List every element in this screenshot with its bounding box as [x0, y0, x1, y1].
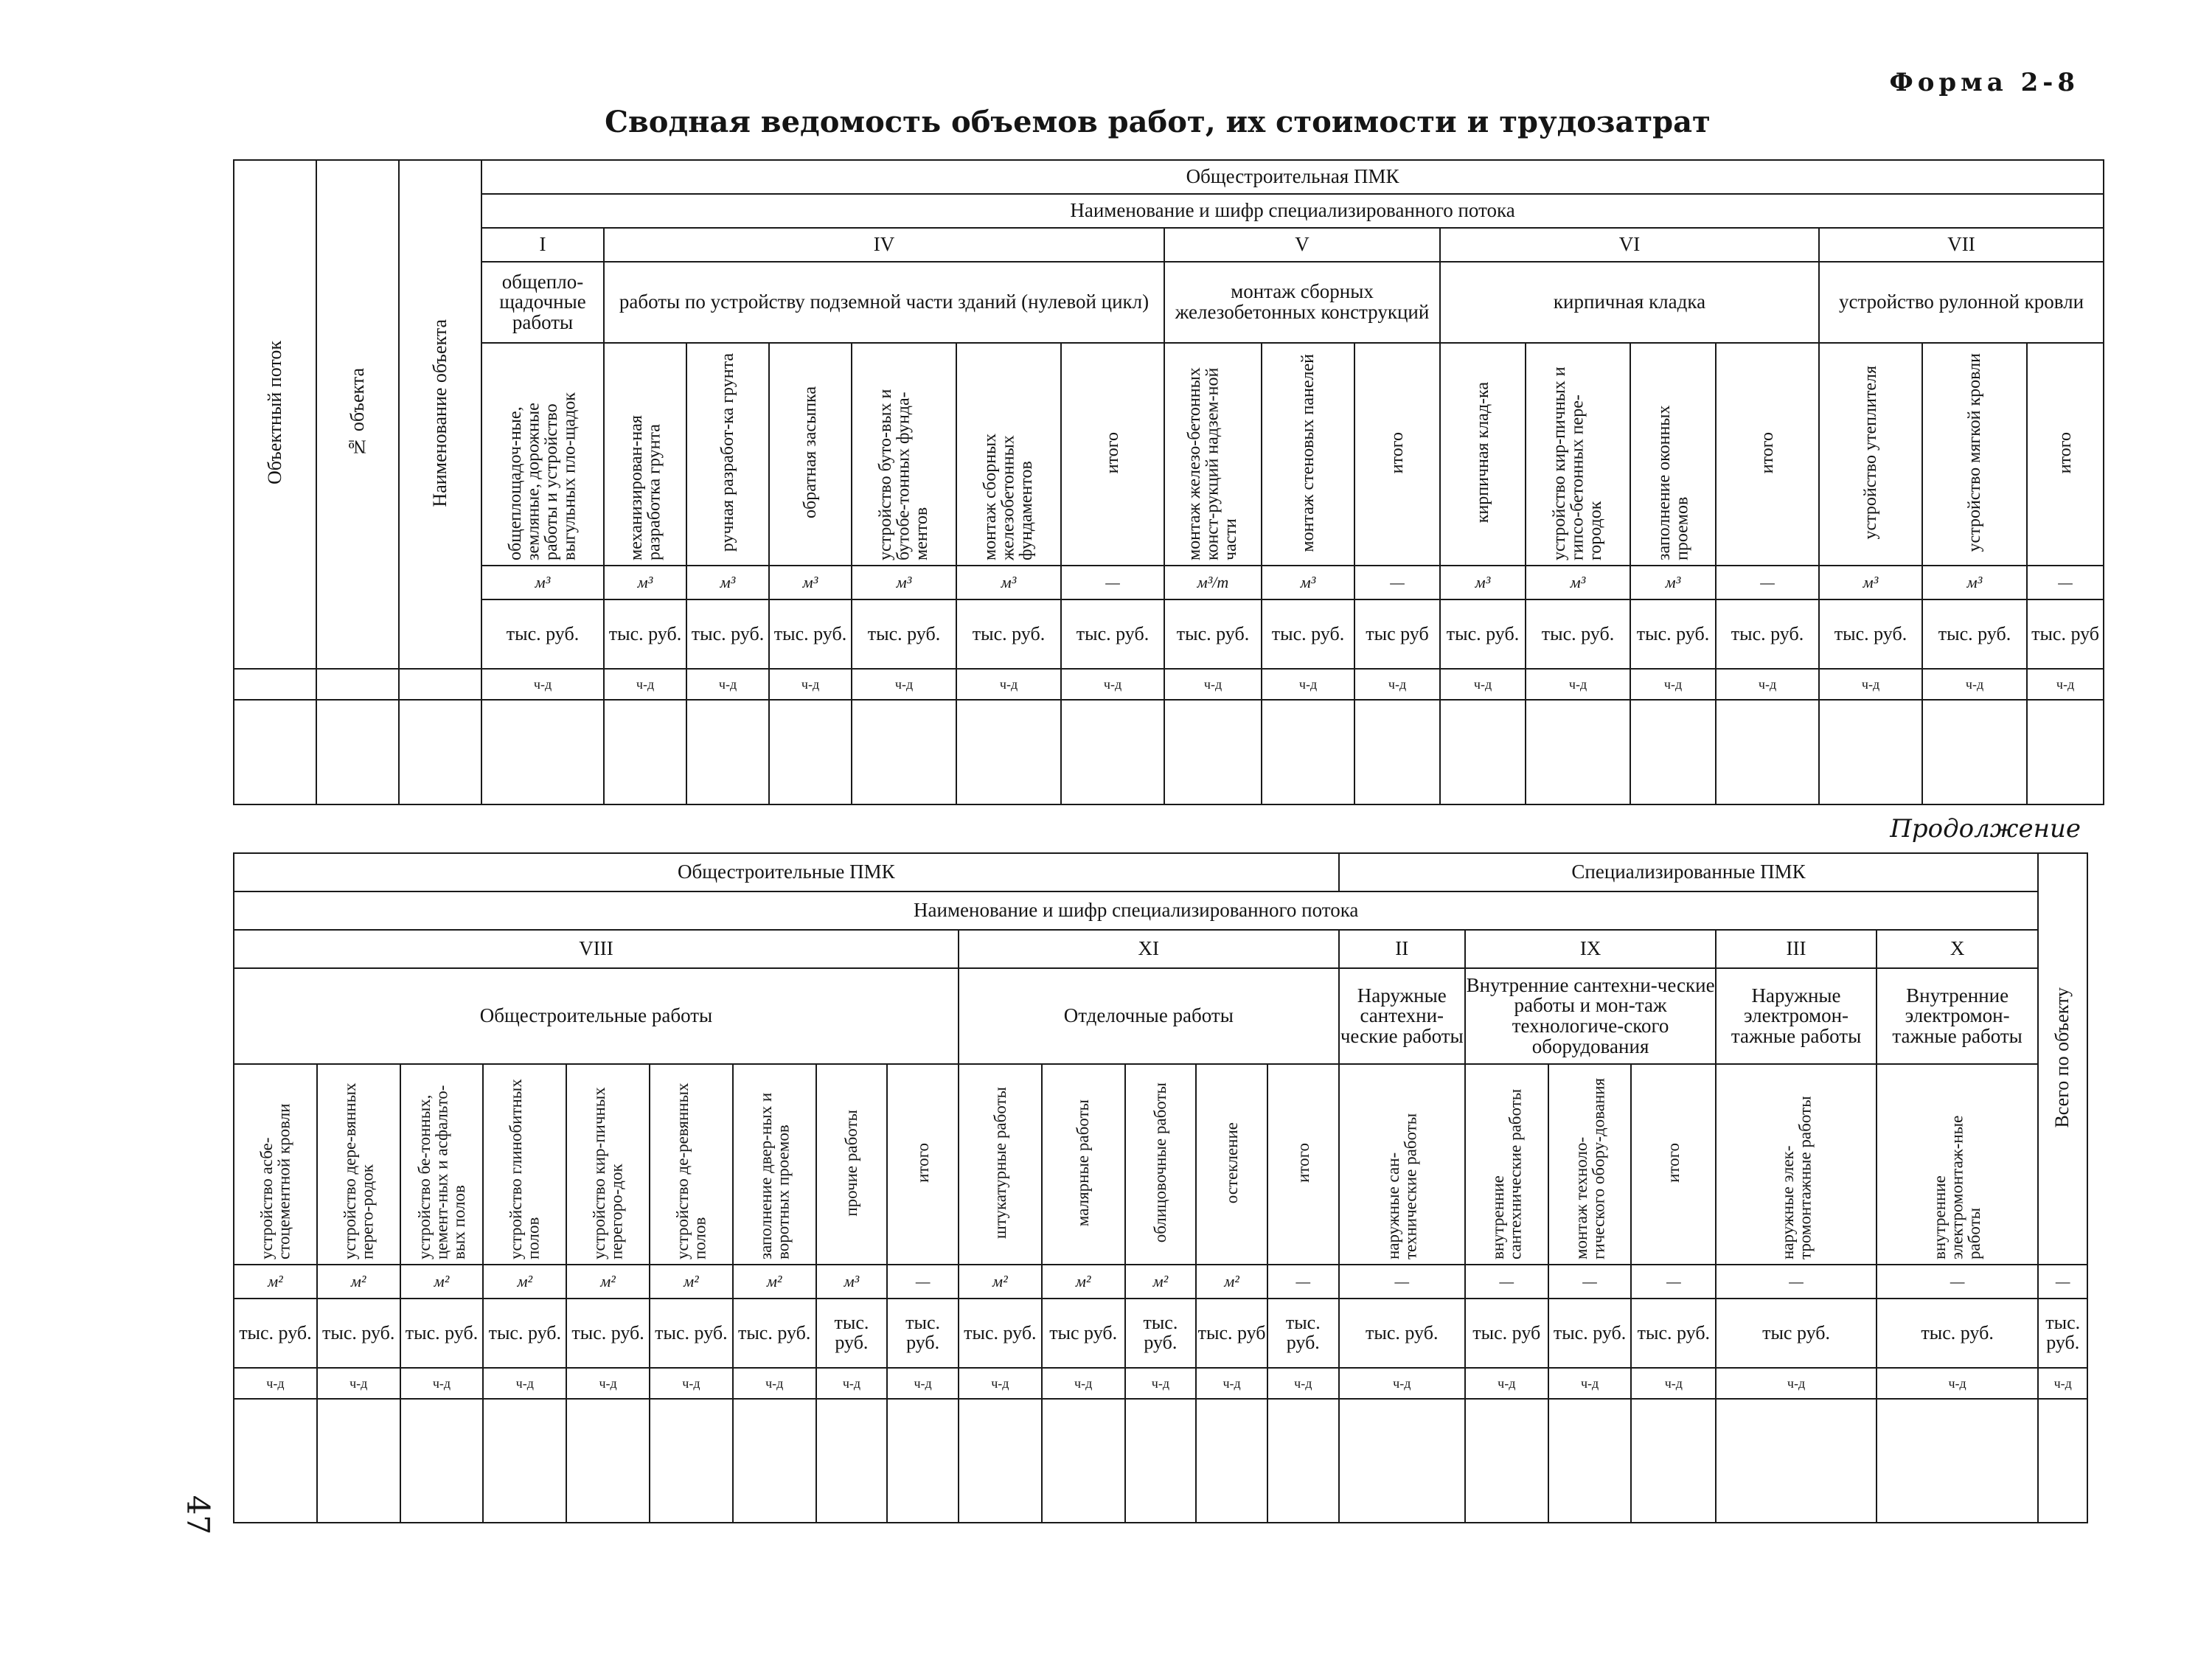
flow-code: VI: [1440, 228, 1819, 262]
unit-cell: м²: [1196, 1265, 1267, 1299]
column-header: итого: [1061, 343, 1164, 566]
flow-name: монтаж сборных железобетонных конструкций: [1164, 262, 1440, 343]
labor-cell: ч-д: [769, 669, 852, 700]
data-cell: [1716, 700, 1819, 804]
labor-cell: ч-д: [1465, 1368, 1548, 1399]
labor-cell: ч-д: [1526, 669, 1630, 700]
unit-cell: м²: [1125, 1265, 1197, 1299]
column-header: устройство глинобитных полов: [483, 1064, 566, 1265]
data-cell: [1465, 1399, 1548, 1523]
unit-cell: м³: [1922, 566, 2027, 599]
data-cell: [1339, 1399, 1465, 1523]
header-total-per-object: Всего по объекту: [2038, 853, 2087, 1265]
labor-cell: ч-д: [234, 1368, 317, 1399]
page-number: 47: [180, 1495, 217, 1535]
labor-cell: ч-д: [481, 669, 604, 700]
data-cell: [1877, 1399, 2039, 1523]
flow-code: V: [1164, 228, 1440, 262]
unit-cell: —: [2027, 566, 2104, 599]
unit-cell: м³/т: [1164, 566, 1262, 599]
unit-cell: м²: [650, 1265, 733, 1299]
unit-cell: —: [1716, 1265, 1877, 1299]
cost-cell: тыс. руб.: [1877, 1299, 2039, 1368]
data-cell: [1922, 700, 2027, 804]
cost-cell: тыс руб: [1354, 599, 1440, 669]
data-cell: [1548, 1399, 1632, 1523]
cost-cell: тыс. руб.: [956, 599, 1061, 669]
unit-cell: м²: [566, 1265, 650, 1299]
data-cell: [1042, 1399, 1125, 1523]
unit-cell: м³: [816, 1265, 888, 1299]
unit-cell: —: [1267, 1265, 1339, 1299]
header-object-name: Наименование объекта: [399, 160, 481, 669]
labor-cell: ч-д: [1267, 1368, 1339, 1399]
data-cell: [769, 700, 852, 804]
unit-cell: м³: [686, 566, 769, 599]
unit-cell: —: [887, 1265, 959, 1299]
column-header: устройство кир-пичных и гипсо-бетонных пере-городок: [1526, 343, 1630, 566]
flow-name: Внутренние сантехни-ческие работы и мон-таж технологиче-ского оборудования: [1465, 968, 1716, 1064]
flow-code: VIII: [234, 930, 959, 968]
data-cell: [483, 1399, 566, 1523]
cost-cell: тыс. руб.: [1061, 599, 1164, 669]
cost-cell: тыс. руб.: [769, 599, 852, 669]
column-header: внутренние сантехнические работы: [1465, 1064, 1548, 1265]
column-header: устройство де-ревянных полов: [650, 1064, 733, 1265]
data-cell: [399, 700, 481, 804]
column-header: устройство дере-вянных перего-родок: [317, 1064, 400, 1265]
cost-cell: тыс. руб.: [816, 1299, 888, 1368]
column-header: монтаж стеновых панелей: [1262, 343, 1354, 566]
column-header: наружные элек-тромонтажные работы: [1716, 1064, 1877, 1265]
cost-cell: тыс. руб.: [234, 1299, 317, 1368]
labor-cell: ч-д: [1716, 1368, 1877, 1399]
unit-cell: —: [1548, 1265, 1632, 1299]
flow-code: XI: [959, 930, 1339, 968]
column-header: итого: [1716, 343, 1819, 566]
cost-cell: тыс. руб.: [317, 1299, 400, 1368]
unit-cell: м²: [317, 1265, 400, 1299]
header-object-flow: Объектный поток: [234, 160, 316, 669]
cost-cell: тыс. руб.: [1164, 599, 1262, 669]
column-header: штукатурные работы: [959, 1064, 1042, 1265]
cost-cell: тыс. руб.: [1631, 1299, 1716, 1368]
cost-cell: тыс. руб.: [1716, 599, 1819, 669]
labor-cell: ч-д: [1631, 1368, 1716, 1399]
column-header: устройство кир-пичных перегоро-док: [566, 1064, 650, 1265]
labor-cell: ч-д: [1548, 1368, 1632, 1399]
cost-cell: тыс. руб.: [733, 1299, 816, 1368]
labor-cell: ч-д: [317, 1368, 400, 1399]
data-cell: [2027, 700, 2104, 804]
unit-cell: м²: [400, 1265, 484, 1299]
labor-cell: ч-д: [483, 1368, 566, 1399]
cost-cell: тыс. руб.: [1526, 599, 1630, 669]
flow-name: Наружные электромон-тажные работы: [1716, 968, 1877, 1064]
flow-code: IV: [604, 228, 1164, 262]
cost-cell: тыс. руб.: [1125, 1299, 1197, 1368]
data-cell: [481, 700, 604, 804]
flow-name: Наружные сантехни-ческие работы: [1339, 968, 1465, 1064]
unit-cell: м³: [769, 566, 852, 599]
data-cell: [1267, 1399, 1339, 1523]
unit-cell: м³: [1526, 566, 1630, 599]
unit-cell: —: [1631, 1265, 1716, 1299]
data-cell: [316, 700, 399, 804]
column-header: общеплощадоч-ные, земляные, дорожные работы и устройство выгульных пло-щадок: [481, 343, 604, 566]
data-cell: [686, 700, 769, 804]
cost-cell: тыс. руб.: [1630, 599, 1716, 669]
labor-cell: [234, 669, 316, 700]
data-cell: [1440, 700, 1526, 804]
data-cell: [400, 1399, 484, 1523]
labor-cell: ч-д: [816, 1368, 888, 1399]
cost-cell: тыс. руб: [1465, 1299, 1548, 1368]
labor-cell: ч-д: [566, 1368, 650, 1399]
labor-cell: ч-д: [1164, 669, 1262, 700]
unit-cell: м²: [234, 1265, 317, 1299]
column-header: устройство мягкой кровли: [1922, 343, 2027, 566]
flow-name: устройство рулонной кровли: [1819, 262, 2104, 343]
labor-cell: ч-д: [1125, 1368, 1197, 1399]
column-header: облицовочные работы: [1125, 1064, 1197, 1265]
unit-cell: м³: [1630, 566, 1716, 599]
cost-cell: тыс. руб.: [1440, 599, 1526, 669]
labor-cell: ч-д: [2027, 669, 2104, 700]
column-header: монтаж техноло-гического обору-дования: [1548, 1064, 1632, 1265]
unit-cell: —: [2038, 1265, 2087, 1299]
header-object-number: № объекта: [316, 160, 399, 669]
data-cell: [1631, 1399, 1716, 1523]
cost-cell: тыс. руб.: [1819, 599, 1922, 669]
header-specialized-pmk: Специализированные ПМК: [1339, 853, 2039, 891]
labor-cell: ч-д: [2038, 1368, 2087, 1399]
header-flow-name: Наименование и шифр специализированного потока: [481, 194, 2104, 228]
column-header: монтаж железо-бетонных конст-рукций надзем-ной части: [1164, 343, 1262, 566]
unit-cell: м³: [1262, 566, 1354, 599]
cost-cell: тыс. руб.: [2038, 1299, 2087, 1368]
unit-cell: —: [1877, 1265, 2039, 1299]
labor-cell: ч-д: [1440, 669, 1526, 700]
labor-cell: ч-д: [733, 1368, 816, 1399]
labor-cell: ч-д: [1196, 1368, 1267, 1399]
flow-code: VII: [1819, 228, 2104, 262]
column-header: ручная разработ-ка грунта: [686, 343, 769, 566]
labor-cell: ч-д: [959, 1368, 1042, 1399]
cost-cell: тыс. руб.: [1267, 1299, 1339, 1368]
unit-cell: м²: [733, 1265, 816, 1299]
cost-cell: тыс. руб.: [887, 1299, 959, 1368]
column-header: механизирован-ная разработка грунта: [604, 343, 686, 566]
column-header: устройство буто-вых и бутобе-тонных фунда-ментов: [852, 343, 956, 566]
unit-cell: м²: [483, 1265, 566, 1299]
cost-cell: тыс. руб.: [1922, 599, 2027, 669]
labor-cell: ч-д: [887, 1368, 959, 1399]
column-header: монтаж сборных железобетонных фундаментов: [956, 343, 1061, 566]
labor-cell: ч-д: [1042, 1368, 1125, 1399]
column-header: заполнение оконных проемов: [1630, 343, 1716, 566]
column-header: итого: [1354, 343, 1440, 566]
data-cell: [2038, 1399, 2087, 1523]
flow-name: кирпичная кладка: [1440, 262, 1819, 343]
unit-cell: м³: [956, 566, 1061, 599]
header-flow-name: Наименование и шифр специализированного потока: [234, 891, 2038, 930]
cost-cell: тыс. руб: [1196, 1299, 1267, 1368]
column-header: устройство асбе-стоцементной кровли: [234, 1064, 317, 1265]
summary-table-1: [233, 159, 2104, 805]
column-header: прочие работы: [816, 1064, 888, 1265]
labor-cell: ч-д: [650, 1368, 733, 1399]
cost-cell: тыс. руб.: [1548, 1299, 1632, 1368]
data-cell: [1716, 1399, 1877, 1523]
column-header: итого: [2027, 343, 2104, 566]
labor-cell: ч-д: [956, 669, 1061, 700]
labor-cell: ч-д: [604, 669, 686, 700]
labor-cell: [316, 669, 399, 700]
data-cell: [234, 1399, 317, 1523]
data-cell: [852, 700, 956, 804]
flow-name: работы по устройству подземной части зданий (нулевой цикл): [604, 262, 1164, 343]
cost-cell: тыс. руб.: [1262, 599, 1354, 669]
unit-cell: —: [1716, 566, 1819, 599]
data-cell: [887, 1399, 959, 1523]
flow-name: Общестроительные работы: [234, 968, 959, 1064]
column-header: итого: [1267, 1064, 1339, 1265]
cost-cell: тыс. руб.: [1339, 1299, 1465, 1368]
form-label: Форма 2-8: [1889, 68, 2079, 97]
unit-cell: —: [1339, 1265, 1465, 1299]
header-general-pmk: Общестроительные ПМК: [234, 853, 1339, 891]
labor-cell: ч-д: [1819, 669, 1922, 700]
flow-code: III: [1716, 930, 1877, 968]
data-cell: [1196, 1399, 1267, 1523]
cost-cell: тыс. руб: [2027, 599, 2104, 669]
cost-cell: тыс руб.: [1716, 1299, 1877, 1368]
unit-cell: м³: [481, 566, 604, 599]
header-pmk: Общестроительная ПМК: [481, 160, 2104, 194]
data-cell: [1354, 700, 1440, 804]
cost-cell: тыс руб.: [1042, 1299, 1125, 1368]
labor-cell: ч-д: [1339, 1368, 1465, 1399]
summary-table-2: [233, 852, 2088, 1523]
cost-cell: тыс. руб.: [852, 599, 956, 669]
column-header: малярные работы: [1042, 1064, 1125, 1265]
column-header: кирпичная клад-ка: [1440, 343, 1526, 566]
labor-cell: ч-д: [1262, 669, 1354, 700]
labor-cell: ч-д: [1061, 669, 1164, 700]
cost-cell: тыс. руб.: [483, 1299, 566, 1368]
column-header: внутренние электромонтаж-ные работы: [1877, 1064, 2039, 1265]
data-cell: [959, 1399, 1042, 1523]
data-cell: [1819, 700, 1922, 804]
column-header: устройство бе-тонных, цемент-ных и асфальто-вых полов: [400, 1064, 484, 1265]
page-title: Сводная ведомость объемов работ, их стоимости и трудозатрат: [605, 105, 1711, 139]
labor-cell: ч-д: [1354, 669, 1440, 700]
unit-cell: м²: [959, 1265, 1042, 1299]
data-cell: [816, 1399, 888, 1523]
unit-cell: м³: [852, 566, 956, 599]
unit-cell: —: [1354, 566, 1440, 599]
unit-cell: м²: [1042, 1265, 1125, 1299]
data-cell: [733, 1399, 816, 1523]
column-header: итого: [1631, 1064, 1716, 1265]
cost-cell: тыс. руб.: [686, 599, 769, 669]
labor-cell: ч-д: [686, 669, 769, 700]
flow-code: II: [1339, 930, 1465, 968]
unit-cell: —: [1061, 566, 1164, 599]
flow-name: Отделочные работы: [959, 968, 1339, 1064]
data-cell: [604, 700, 686, 804]
unit-cell: м³: [1819, 566, 1922, 599]
labor-cell: [399, 669, 481, 700]
labor-cell: ч-д: [1922, 669, 2027, 700]
data-cell: [1125, 1399, 1197, 1523]
data-cell: [234, 700, 316, 804]
labor-cell: ч-д: [400, 1368, 484, 1399]
flow-name: Внутренние электромон-тажные работы: [1877, 968, 2039, 1064]
data-cell: [650, 1399, 733, 1523]
cost-cell: тыс. руб.: [650, 1299, 733, 1368]
data-cell: [956, 700, 1061, 804]
cost-cell: тыс. руб.: [481, 599, 604, 669]
flow-code: X: [1877, 930, 2039, 968]
column-header: остекление: [1196, 1064, 1267, 1265]
continuation-label: Продолжение: [1890, 814, 2081, 844]
unit-cell: м³: [604, 566, 686, 599]
data-cell: [1164, 700, 1262, 804]
labor-cell: ч-д: [852, 669, 956, 700]
cost-cell: тыс. руб.: [959, 1299, 1042, 1368]
data-cell: [1526, 700, 1630, 804]
cost-cell: тыс. руб.: [400, 1299, 484, 1368]
column-header: заполнение двер-ных и воротных проемов: [733, 1064, 816, 1265]
labor-cell: ч-д: [1877, 1368, 2039, 1399]
labor-cell: ч-д: [1630, 669, 1716, 700]
cost-cell: тыс. руб.: [566, 1299, 650, 1368]
column-header: наружные сан-технические работы: [1339, 1064, 1465, 1265]
flow-code: I: [481, 228, 604, 262]
data-cell: [317, 1399, 400, 1523]
flow-name: общепло-щадочные работы: [481, 262, 604, 343]
unit-cell: м³: [1440, 566, 1526, 599]
column-header: итого: [887, 1064, 959, 1265]
data-cell: [1061, 700, 1164, 804]
column-header: устройство утеплителя: [1819, 343, 1922, 566]
cost-cell: тыс. руб.: [604, 599, 686, 669]
data-cell: [566, 1399, 650, 1523]
unit-cell: —: [1465, 1265, 1548, 1299]
data-cell: [1630, 700, 1716, 804]
column-header: обратная засыпка: [769, 343, 852, 566]
labor-cell: ч-д: [1716, 669, 1819, 700]
flow-code: IX: [1465, 930, 1716, 968]
data-cell: [1262, 700, 1354, 804]
